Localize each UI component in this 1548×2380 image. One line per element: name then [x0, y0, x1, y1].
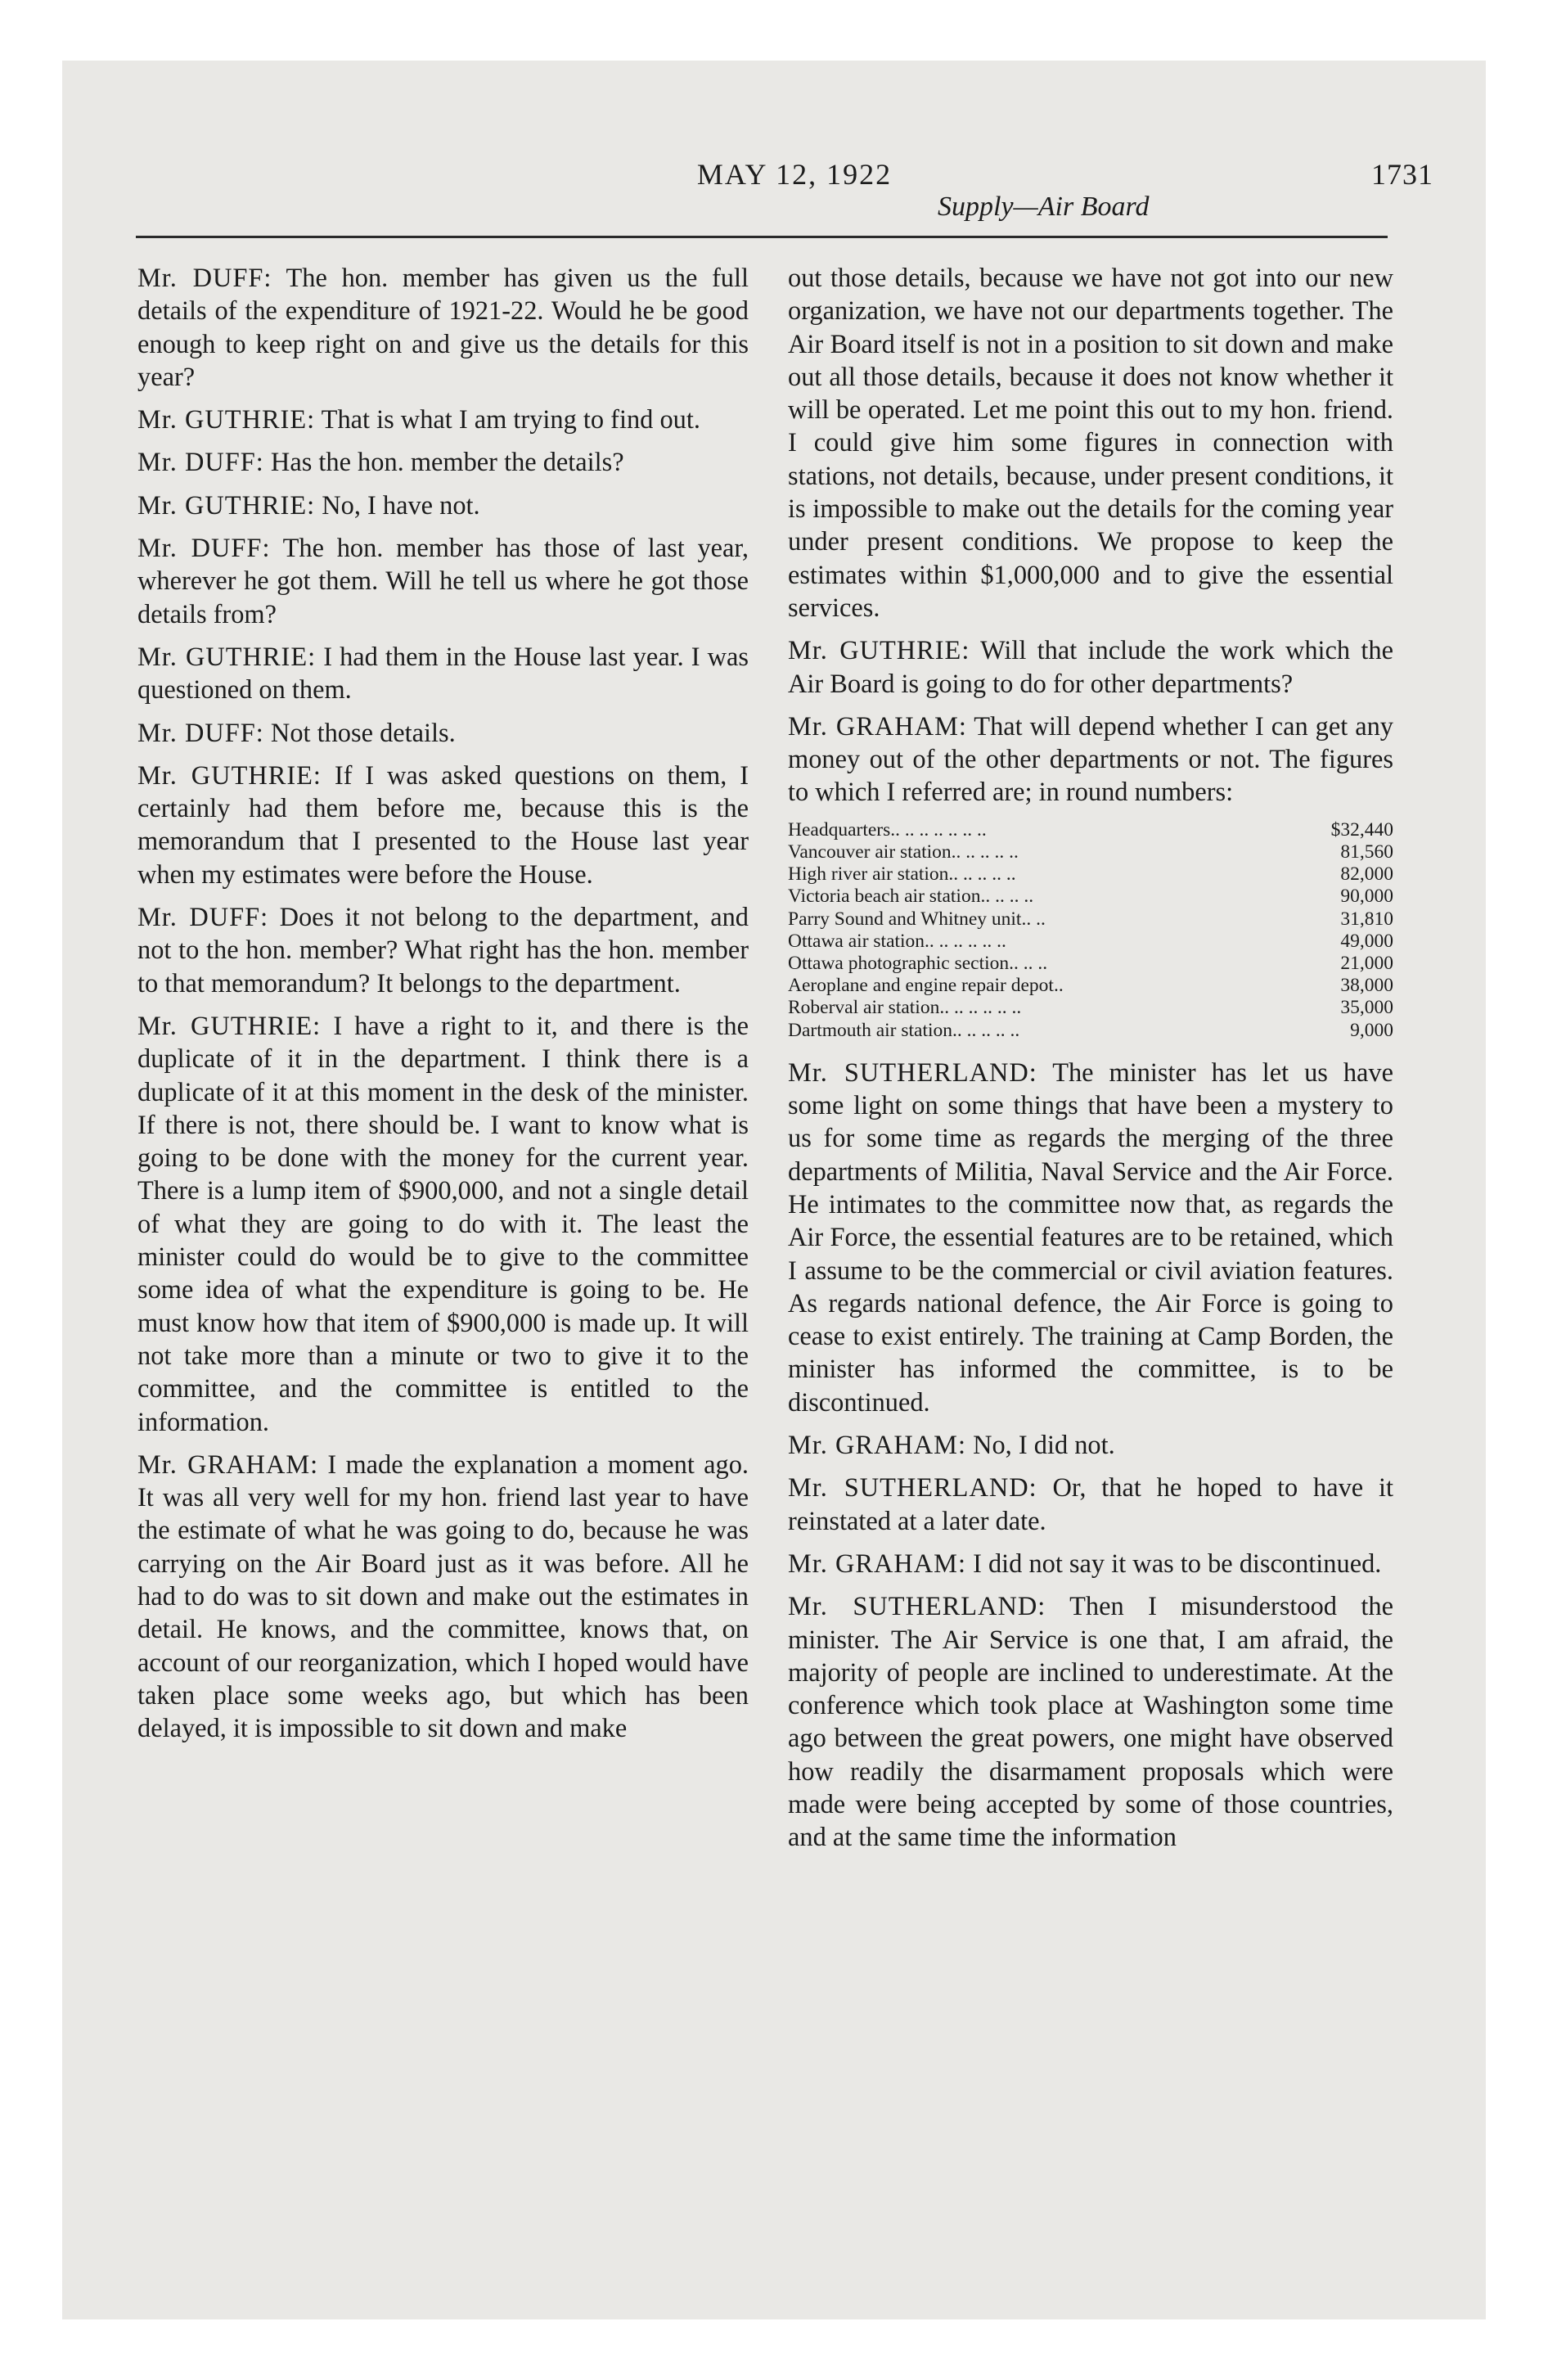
paragraph: [788, 710, 1393, 809]
estimates-table: [788, 819, 1393, 1042]
speaker-name: Mr. SUTHERLAND:: [788, 1592, 1046, 1622]
paragraph-text: No, I have not.: [322, 490, 480, 521]
speaker-name: Mr. GUTHRIE:: [137, 490, 316, 521]
paragraph-text: The hon. member has those of last year, wherever he got them. Will he tell us where he got those details from?: [137, 534, 749, 629]
page-header: [136, 157, 1453, 222]
right-column-bottom: [788, 1057, 1393, 1855]
table-value: 31,810: [1340, 908, 1393, 930]
table-label: Dartmouth air station.. .. .. .. ..: [788, 1019, 1020, 1041]
table-value: 90,000: [1340, 886, 1393, 908]
table-value: 21,000: [1340, 952, 1393, 974]
paragraph: [137, 489, 749, 522]
paragraph-text: The minister has let us have some light on some things that have been a mystery to us for some time as regards the merging of the three departments of Militia, Naval Service and the Air Force. He intimates to the committee now that, as regards the Air Force, the essential features are to be retained, which I assume to be the commercial or civil aviation features. As regards national defence, the Air Force is going to cease to exist entirely. The training at Camp Borden, the minister has informed the committee, is to be discontinued.: [788, 1057, 1394, 1418]
header-date: MAY 12, 1922: [696, 158, 893, 191]
paragraph-text: Not those details.: [270, 718, 456, 748]
paragraph-text: The hon. member has given us the full details of the expenditure of 1921-22. Would he be good enough to keep right on and give us the details for this year?: [137, 264, 749, 392]
paragraph-text: That is what I am trying to find out.: [321, 405, 700, 435]
paragraph: [137, 1449, 749, 1746]
table-value: 81,560: [1340, 841, 1393, 863]
table-label: Vancouver air station.. .. .. .. ..: [788, 841, 1019, 863]
speaker-name: Mr. GUTHRIE:: [137, 405, 316, 435]
paragraph-text: I did not say it was to be discontinued.: [973, 1548, 1382, 1579]
paragraph: [137, 1010, 749, 1439]
table-row: [788, 953, 1393, 975]
speaker-name: Mr. GUTHRIE:: [137, 760, 322, 791]
speaker-name: Mr. GRAHAM:: [788, 1548, 966, 1579]
paragraph: [137, 403, 749, 436]
paragraph: [137, 641, 749, 707]
table-row: [788, 886, 1393, 908]
table-value: 35,000: [1340, 997, 1393, 1019]
right-column: [788, 262, 1393, 1864]
paragraph: [137, 262, 749, 394]
speaker-name: Mr. DUFF:: [137, 534, 271, 564]
table-label: Headquarters.. .. .. .. .. .. ..: [788, 818, 987, 841]
paragraph: [788, 262, 1393, 624]
header-section-title: Supply—Air Board: [938, 192, 1150, 222]
paragraph-text: Then I misunderstood the minister. The Air Service is one that, I am afraid, the majority of people are inclined to underestimate. At the conference which took place at Washington some time ago between the great powers, one might have observed how readily the disarmament proposals which were made were being accepted by some of those countries, and at the same time the information: [788, 1592, 1393, 1853]
table-row: [788, 975, 1393, 997]
table-value: $32,440: [1330, 818, 1393, 841]
header-rule: [136, 236, 1388, 238]
paragraph: [788, 1548, 1393, 1580]
paragraph-text: out those details, because we have not got into our new organization, we have not our departments together. The Air Board itself is not in a position to sit down and make out all those details, because it does not know whether it will be operated. Let me point this out to my hon. friend. I could give him some figures in connection with stations, not details, because, under present conditions, it is impossible to make out the details for the coming year under present conditions. We propose to keep the estimates within $1,000,000 and to give the essential services.: [788, 264, 1393, 623]
table-value: 38,000: [1340, 975, 1393, 997]
paragraph-text: Will that include the work which the Air Board is going to do for other departments?: [788, 636, 1393, 699]
speaker-name: Mr. GUTHRIE:: [137, 1011, 322, 1041]
page-sheet: [62, 61, 1486, 2319]
table-row: [788, 819, 1393, 841]
paragraph-text: I have a right to it, and there is the duplicate of it in the department. I think there is a duplicate of it at this moment in the desk of the minister. If there is not, there should be. I want to know what is going to be done with the money for the current year. There is a lump item of $900,000, and not a single detail of what they are going to do with it. The least the minister could do would be to give to the committee some idea of what the expenditure is going to be. He must know how that item of $900,000 is made up. It will not take more than a minute or two to give it to the committee, and the committee is entitled to the information.: [137, 1011, 749, 1437]
table-value: 49,000: [1340, 930, 1393, 952]
speaker-name: Mr. GRAHAM:: [788, 1431, 966, 1461]
table-label: Victoria beach air station.. .. .. ..: [788, 886, 1034, 908]
paragraph: [788, 1472, 1393, 1538]
table-label: Ottawa photographic section.. .. ..: [788, 952, 1048, 974]
table-row: [788, 908, 1393, 931]
speaker-name: Mr. GRAHAM:: [137, 1449, 319, 1480]
table-row: [788, 1020, 1393, 1042]
paragraph-text: I made the explanation a moment ago. It was all very well for my hon. friend last year to have the estimate of what he was going to do, because he was carrying on the Air Board just as it was before. All he had to do was to sit down and make out the estimates in detail. He knows, and the committee, knows that, on account of our reorganization, which I hoped would have taken place some weeks ago, but which has been delayed, it is impossible to sit down and make: [137, 1449, 749, 1744]
paragraph-text: Has the hon. member the details?: [270, 448, 624, 478]
page-number: 1731: [1371, 158, 1433, 191]
table-value: 9,000: [1350, 1019, 1393, 1041]
paragraph-text: No, I did not.: [973, 1431, 1115, 1461]
paragraph-text: That will depend whether I can get any money out of the other departments or not. The figures to which I referred are; in round numbers:: [788, 711, 1393, 808]
table-label: Roberval air station.. .. .. .. .. ..: [788, 997, 1022, 1019]
table-row: [788, 841, 1393, 863]
table-label: Ottawa air station.. .. .. .. .. ..: [788, 930, 1006, 952]
speaker-name: Mr. DUFF:: [137, 264, 272, 293]
paragraph: [137, 446, 749, 479]
speaker-name: Mr. SUTHERLAND:: [788, 1057, 1037, 1088]
paragraph-text: If I was asked questions on them, I certainly had them before me, because this is the memorandum that I presented to the House last year when my estimates were before the House.: [137, 760, 749, 890]
speaker-name: Mr. DUFF:: [137, 718, 264, 748]
paragraph: [788, 1429, 1393, 1462]
speaker-name: Mr. DUFF:: [137, 903, 269, 933]
paragraph: [137, 532, 749, 631]
paragraph: [788, 1057, 1393, 1419]
speaker-name: Mr. GRAHAM:: [788, 711, 967, 741]
table-label: High river air station.. .. .. .. ..: [788, 863, 1016, 886]
table-row: [788, 931, 1393, 953]
paragraph-text: Does it not belong to the department, and not to the hon. member? What right has the hon. member to that memorandum? It belongs to the department.: [137, 903, 749, 998]
paragraph: [137, 901, 749, 1000]
right-column-top: [788, 262, 1393, 809]
table-value: 82,000: [1340, 863, 1393, 886]
paragraph: [788, 1590, 1393, 1854]
paragraph-text: Or, that he hoped to have it reinstated at a later date.: [788, 1473, 1393, 1536]
left-column: [137, 262, 749, 1755]
table-row: [788, 997, 1393, 1019]
paragraph: [137, 760, 749, 891]
paragraph-text: I had them in the House last year. I was questioned on them.: [137, 642, 749, 705]
speaker-name: Mr. SUTHERLAND:: [788, 1473, 1037, 1503]
speaker-name: Mr. GUTHRIE:: [788, 636, 970, 666]
speaker-name: Mr. GUTHRIE:: [137, 642, 317, 672]
table-row: [788, 863, 1393, 886]
paragraph: [788, 634, 1393, 701]
paragraph: [137, 717, 749, 750]
speaker-name: Mr. DUFF:: [137, 448, 264, 478]
table-label: Aeroplane and engine repair depot..: [788, 975, 1064, 997]
table-label: Parry Sound and Whitney unit.. ..: [788, 908, 1046, 930]
